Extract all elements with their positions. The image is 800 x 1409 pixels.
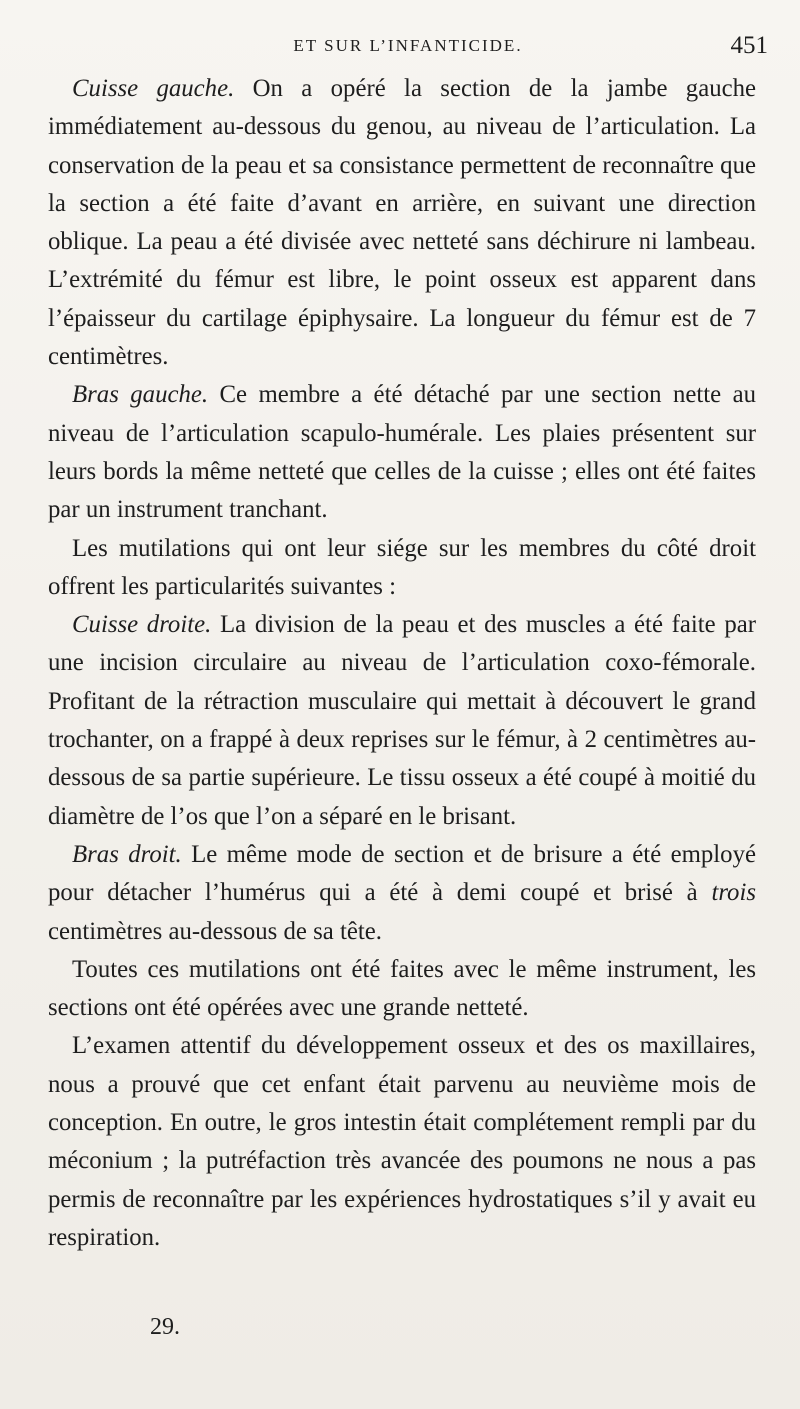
paragraph-heading: Cuisse gauche. bbox=[72, 75, 235, 102]
paragraph-cuisse-gauche bbox=[48, 70, 756, 376]
running-title: ET SUR L’INFANTICIDE. bbox=[293, 36, 523, 55]
paragraph-text: Le même mode de section et de brisure a été employé pour détacher l’humérus qui a été à demi coupé et brisé à bbox=[48, 840, 756, 907]
running-head bbox=[48, 30, 768, 60]
paragraph-text: La division de la peau et des muscles a été faite par une incision circulaire au niveau de l’articulation coxo-fémorale. Profitant de la rétraction musculaire qui mettait à découvert le grand trochanter, on a frappé à deux reprises sur le fémur, à 2 centimètres au-dessous de sa partie supérieure. Le tissu osseux a été coupé à moitié du diamètre de l’os que l’on a séparé en le brisant. bbox=[48, 611, 757, 830]
paragraph-text: Les mutilations qui ont leur siége sur les membres du côté droit offrent les particularités suivantes : bbox=[48, 534, 756, 600]
paragraph-heading: Bras droit. bbox=[72, 840, 182, 868]
paragraph-examen bbox=[48, 1027, 756, 1257]
paragraph-heading: Bras gauche. bbox=[72, 381, 209, 409]
paragraph-membres-droits bbox=[48, 530, 756, 607]
paragraph-bras-gauche bbox=[48, 376, 756, 529]
paragraph-text: Toutes ces mutilations ont été faites avec le même instrument, les sections ont été opérées avec une grande netteté. bbox=[48, 955, 756, 1022]
paragraph-text: centimètres au-dessous de sa tête. bbox=[48, 917, 382, 945]
paragraph-heading: Cuisse droite. bbox=[72, 611, 212, 639]
paragraph-mutilations bbox=[48, 951, 756, 1028]
paragraph-text: L’examen attentif du développement osseux et des os maxillaires, nous a prouvé que cet enfant était parvenu au neuvième mois de conception. En outre, le gros intestin était complétement rempli par du méconium ; la putréfaction très avancée des poumons ne nous a pas permis de reconnaître par les expériences hydrostatiques s’il y avait eu respiration. bbox=[48, 1032, 756, 1251]
italic-word: trois bbox=[711, 879, 756, 907]
body-text bbox=[48, 70, 756, 1257]
page-number: 451 bbox=[730, 32, 768, 59]
paragraph-text: Ce membre a été détaché par une section nette au niveau de l’articulation scapulo-humérale. Les plaies présentent sur leurs bords la même netteté que celles de la cuisse ; elles ont été faites par un instrument tranchant. bbox=[48, 381, 756, 524]
signature-mark: 29. bbox=[150, 1314, 180, 1340]
paragraph-cuisse-droite bbox=[48, 606, 756, 836]
paragraph-text: On a opéré la section de la jambe gauche immédiatement au-dessous du genou, au niveau de l’articulation. La conservation de la peau et sa consistance permettent de reconnaître que la section a été faite d’avant en arrière, en suivant une direction oblique. La peau a été divisée avec netteté sans déchirure ni lambeau. L’extrémité du fémur est libre, le point osseux est apparent dans l’épaisseur du cartilage épiphysaire. La longueur du fémur est de 7 centimètres. bbox=[48, 75, 757, 371]
paragraph-bras-droit bbox=[48, 836, 756, 951]
